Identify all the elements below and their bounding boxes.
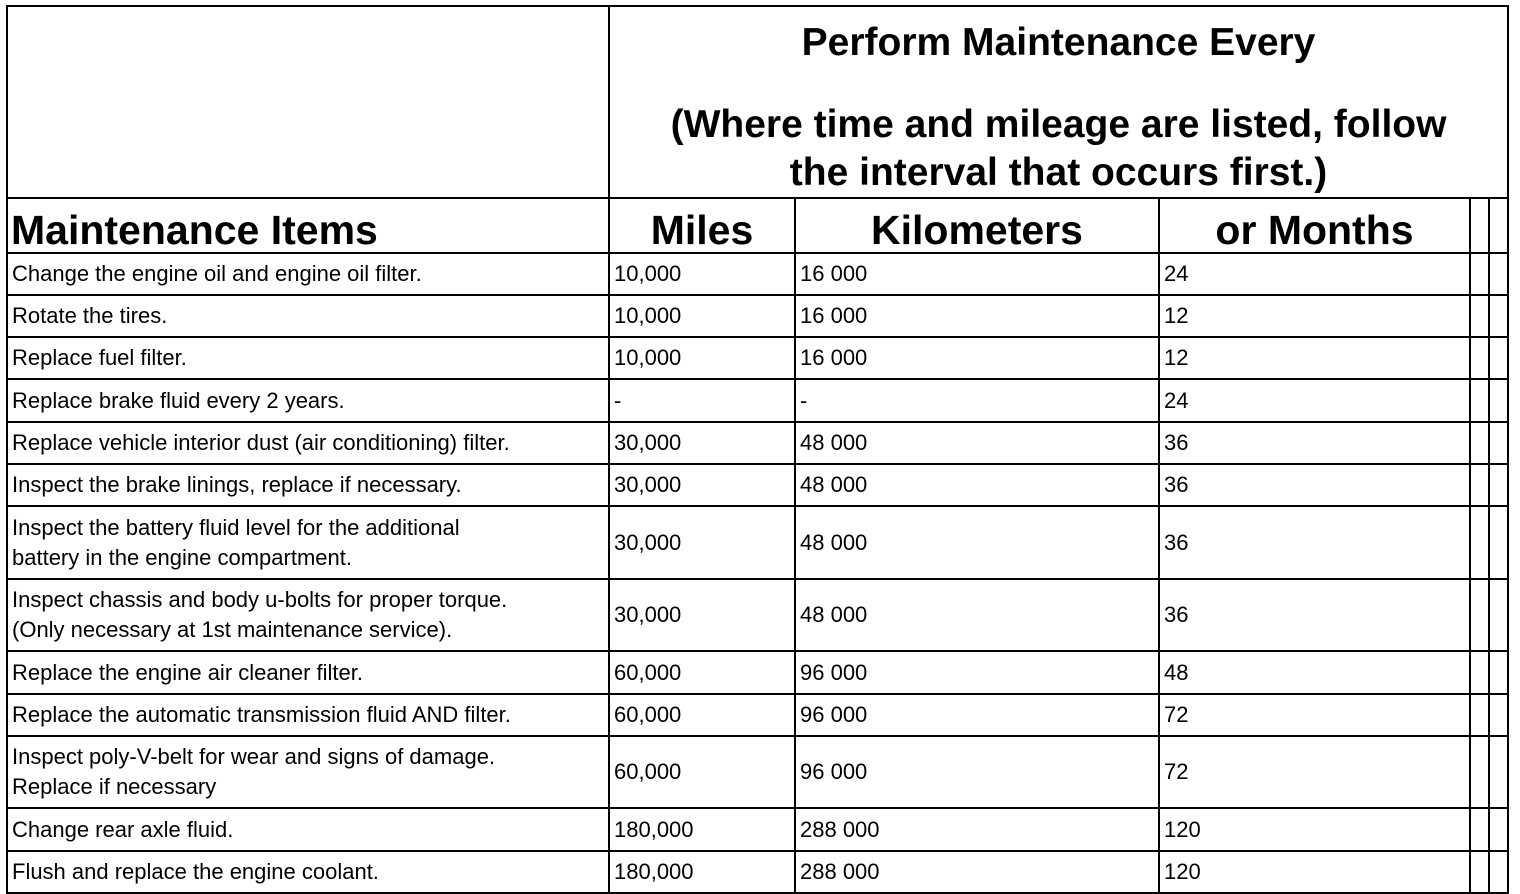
months-cell: 12 <box>1159 337 1470 379</box>
blank-cell <box>1489 851 1508 893</box>
blank-cell <box>1470 808 1489 851</box>
item-cell: Flush and replace the engine coolant. <box>7 851 609 893</box>
blank-cell <box>1489 379 1508 422</box>
table-row <box>7 337 1508 379</box>
km-cell: 48 000 <box>795 422 1159 464</box>
col-header-months: or Months <box>1159 198 1470 253</box>
blank-cell <box>1489 337 1508 379</box>
blank-cell <box>1489 198 1508 253</box>
table-row <box>7 736 1508 808</box>
item-cell: Replace fuel filter. <box>7 337 609 379</box>
blank-cell <box>1489 464 1508 506</box>
months-cell: 72 <box>1159 694 1470 736</box>
col-header-kilometers: Kilometers <box>795 198 1159 253</box>
km-cell: 16 000 <box>795 253 1159 295</box>
item-line: Inspect chassis and body u-bolts for proper torque. <box>12 587 508 612</box>
miles-cell: 10,000 <box>609 295 795 337</box>
blank-cell <box>1489 579 1508 651</box>
miles-cell: 180,000 <box>609 851 795 893</box>
col-header-items: Maintenance Items <box>7 198 609 253</box>
item-line: (Only necessary at 1st maintenance service). <box>12 617 453 642</box>
months-cell: 120 <box>1159 808 1470 851</box>
title-blank-cell <box>7 6 609 198</box>
miles-cell: 10,000 <box>609 253 795 295</box>
maintenance-schedule-table <box>6 5 1509 894</box>
item-cell: Change the engine oil and engine oil filter. <box>7 253 609 295</box>
col-header-miles: Miles <box>609 198 795 253</box>
table-row <box>7 851 1508 893</box>
table-row <box>7 651 1508 694</box>
km-cell: 96 000 <box>795 694 1159 736</box>
miles-cell: 60,000 <box>609 694 795 736</box>
months-cell: 72 <box>1159 736 1470 808</box>
item-cell: Inspect the brake linings, replace if necessary. <box>7 464 609 506</box>
blank-cell <box>1489 694 1508 736</box>
item-cell <box>7 736 609 808</box>
header-title: Perform Maintenance Every <box>801 21 1316 64</box>
blank-cell <box>1489 651 1508 694</box>
table-row <box>7 253 1508 295</box>
perform-maintenance-header <box>609 6 1508 198</box>
blank-cell <box>1489 295 1508 337</box>
blank-cell <box>1470 422 1489 464</box>
blank-cell <box>1470 694 1489 736</box>
months-cell: 36 <box>1159 422 1470 464</box>
miles-cell: 60,000 <box>609 736 795 808</box>
table-row <box>7 808 1508 851</box>
km-cell: - <box>795 379 1159 422</box>
miles-cell: - <box>609 379 795 422</box>
blank-cell <box>1470 579 1489 651</box>
blank-cell <box>1470 851 1489 893</box>
column-header-row <box>7 198 1508 253</box>
blank-cell <box>1489 736 1508 808</box>
item-cell: Rotate the tires. <box>7 295 609 337</box>
miles-cell: 180,000 <box>609 808 795 851</box>
item-cell <box>7 579 609 651</box>
item-line: Inspect the battery fluid level for the additional <box>12 514 460 540</box>
blank-cell <box>1489 506 1508 579</box>
miles-cell: 10,000 <box>609 337 795 379</box>
item-cell: Replace vehicle interior dust (air conditioning) filter. <box>7 422 609 464</box>
months-cell: 120 <box>1159 851 1470 893</box>
km-cell: 288 000 <box>795 851 1159 893</box>
km-cell: 96 000 <box>795 651 1159 694</box>
km-cell: 16 000 <box>795 295 1159 337</box>
header-note-line2: the interval that occurs first.) <box>789 151 1328 194</box>
km-cell: 48 000 <box>795 579 1159 651</box>
table-row <box>7 464 1508 506</box>
months-cell: 24 <box>1159 253 1470 295</box>
km-cell: 288 000 <box>795 808 1159 851</box>
blank-cell <box>1489 253 1508 295</box>
miles-cell: 30,000 <box>609 422 795 464</box>
months-cell: 48 <box>1159 651 1470 694</box>
blank-cell <box>1470 337 1489 379</box>
blank-cell <box>1489 422 1508 464</box>
blank-cell <box>1470 379 1489 422</box>
blank-cell <box>1470 198 1489 253</box>
header-note-line1: (Where time and mileage are listed, follow <box>670 103 1447 146</box>
item-cell <box>7 506 609 579</box>
months-cell: 36 <box>1159 506 1470 579</box>
km-cell: 96 000 <box>795 736 1159 808</box>
table-row <box>7 579 1508 651</box>
months-cell: 36 <box>1159 464 1470 506</box>
miles-cell: 60,000 <box>609 651 795 694</box>
item-line: Inspect poly-V-belt for wear and signs of damage. <box>12 744 496 769</box>
km-cell: 16 000 <box>795 337 1159 379</box>
miles-cell: 30,000 <box>609 506 795 579</box>
item-line: battery in the engine compartment. <box>12 544 352 570</box>
blank-cell <box>1470 295 1489 337</box>
item-cell: Change rear axle fluid. <box>7 808 609 851</box>
blank-cell <box>1470 253 1489 295</box>
blank-cell <box>1470 506 1489 579</box>
blank-cell <box>1470 736 1489 808</box>
item-line: Replace if necessary <box>12 774 217 799</box>
miles-cell: 30,000 <box>609 579 795 651</box>
miles-cell: 30,000 <box>609 464 795 506</box>
km-cell: 48 000 <box>795 506 1159 579</box>
item-cell: Replace the engine air cleaner filter. <box>7 651 609 694</box>
blank-cell <box>1470 651 1489 694</box>
km-cell: 48 000 <box>795 464 1159 506</box>
table-row <box>7 295 1508 337</box>
table-row <box>7 694 1508 736</box>
item-cell: Replace brake fluid every 2 years. <box>7 379 609 422</box>
months-cell: 12 <box>1159 295 1470 337</box>
title-row <box>7 6 1508 198</box>
months-cell: 24 <box>1159 379 1470 422</box>
item-cell: Replace the automatic transmission fluid AND filter. <box>7 694 609 736</box>
table-row <box>7 379 1508 422</box>
table-row <box>7 506 1508 579</box>
table-row <box>7 422 1508 464</box>
blank-cell <box>1470 464 1489 506</box>
blank-cell <box>1489 808 1508 851</box>
months-cell: 36 <box>1159 579 1470 651</box>
